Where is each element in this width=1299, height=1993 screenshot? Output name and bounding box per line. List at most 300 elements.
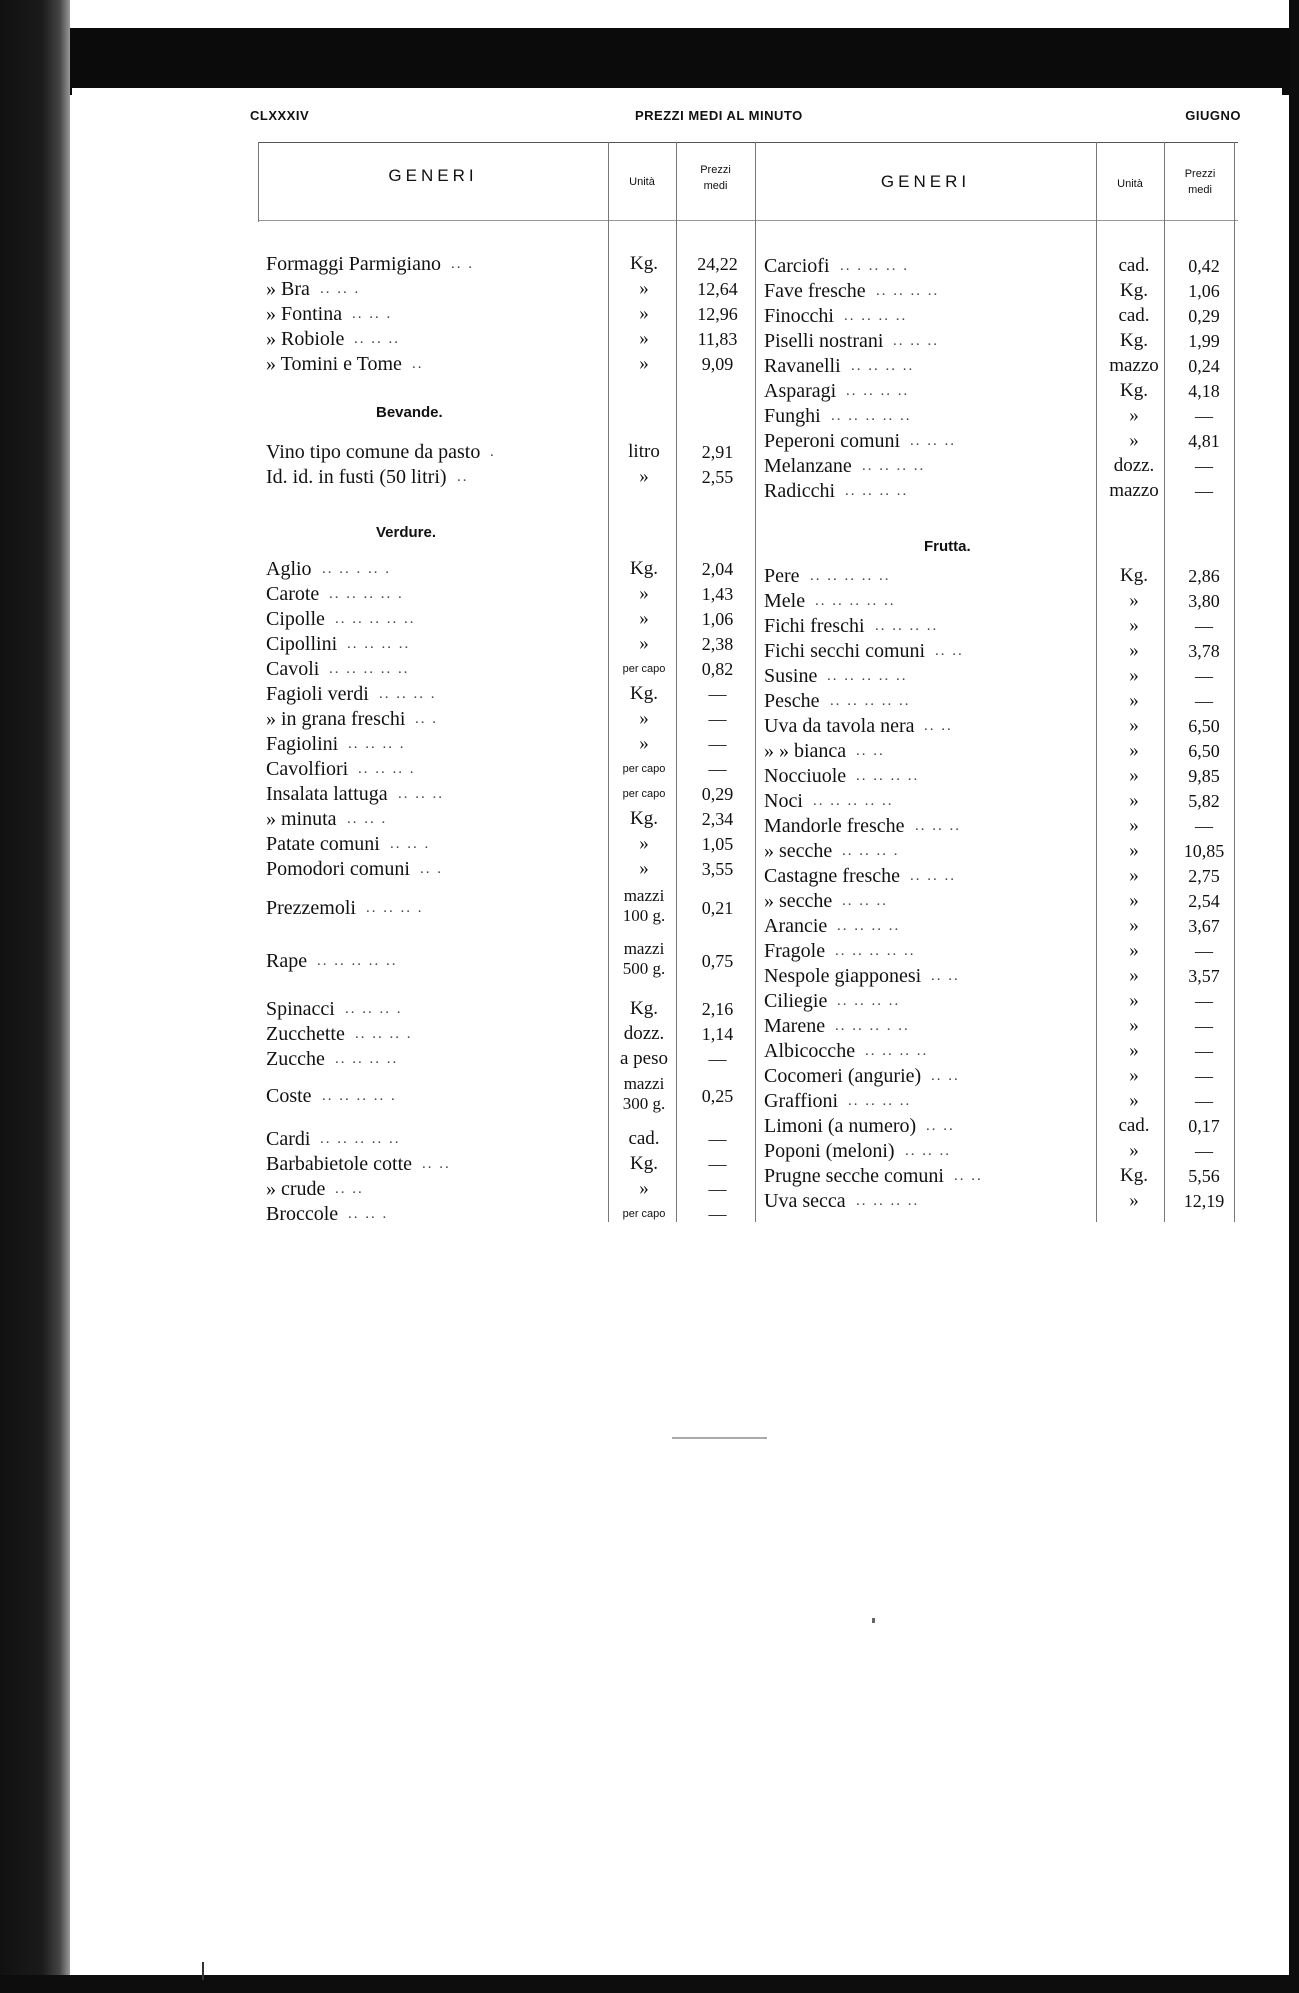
- leader-dots: .. .. .. .. ..: [835, 943, 916, 959]
- scan-border-left: [0, 0, 70, 1993]
- item-name: Uva da tavola nera: [764, 715, 915, 737]
- item-unit: Kg.: [630, 558, 658, 579]
- table-row: [764, 279, 1240, 303]
- prezzi-line2: medi: [703, 180, 728, 192]
- item-unit: »: [1129, 865, 1139, 886]
- leader-dots: .. ..: [856, 743, 885, 759]
- item-unit: »: [639, 833, 649, 854]
- item-name: » in grana freschi: [266, 708, 406, 730]
- item-price: 2,54: [1188, 891, 1220, 911]
- item-price: 1,05: [701, 834, 734, 854]
- leader-dots: .. .. .: [320, 281, 361, 297]
- item-unit: mazzi 300 g.: [622, 1074, 666, 1113]
- item-unit: »: [1129, 915, 1139, 936]
- item-unit: Kg.: [1120, 330, 1148, 351]
- item-price: —: [708, 1204, 727, 1224]
- leader-dots: .. .. ..: [905, 1143, 951, 1159]
- table-row: [764, 304, 1240, 328]
- header-bottom-rule: [258, 220, 1238, 221]
- item-unit: Kg.: [1120, 1165, 1148, 1186]
- leader-dots: .. .. .: [348, 1206, 389, 1222]
- table-row: [764, 739, 1240, 763]
- table-row: [266, 886, 757, 925]
- leader-dots: .. .. .. ..: [845, 483, 909, 499]
- item-name: Fragole: [764, 940, 826, 962]
- item-unit: Kg.: [1120, 280, 1148, 301]
- table-row: [266, 1074, 757, 1113]
- item-unit: »: [639, 466, 649, 487]
- item-name: » secche: [764, 890, 833, 912]
- item-price: —: [708, 1179, 727, 1199]
- table-row: [266, 832, 757, 856]
- item-unit: »: [1129, 890, 1139, 911]
- item-price: 9,85: [1188, 766, 1220, 786]
- leader-dots: .. .. .. ..: [844, 308, 908, 324]
- item-price: 5,56: [1188, 1166, 1220, 1186]
- leader-dots: .. .. .. .: [348, 736, 406, 752]
- table-row: [266, 807, 757, 831]
- item-unit: »: [1129, 990, 1139, 1011]
- item-price: 24,22: [697, 254, 738, 274]
- table-row: [266, 682, 757, 706]
- item-unit: »: [639, 633, 649, 654]
- table-row: [266, 997, 757, 1021]
- item-price: 0,21: [701, 898, 734, 918]
- leader-dots: .. .. .. .. ..: [317, 953, 398, 969]
- item-name: Fagiolini: [266, 733, 339, 755]
- table-row: [764, 664, 1240, 688]
- table-row: [266, 557, 757, 581]
- leader-dots: .. .: [420, 861, 443, 877]
- leader-dots: .. ..: [954, 1168, 983, 1184]
- col-header-prezzi-left: [676, 162, 755, 194]
- leader-dots: .. .. ..: [842, 893, 888, 909]
- item-unit: »: [1129, 590, 1139, 611]
- table-row: [764, 354, 1240, 378]
- item-price: 0,29: [1188, 306, 1220, 326]
- table-row: [764, 614, 1240, 638]
- item-unit: Kg.: [630, 998, 658, 1019]
- table-row: [266, 757, 757, 781]
- table-row: [266, 352, 757, 376]
- item-price: 0,17: [1188, 1116, 1220, 1136]
- leader-dots: .. .. .. .. ..: [320, 1131, 401, 1147]
- item-unit: »: [1129, 665, 1139, 686]
- item-unit: »: [1129, 640, 1139, 661]
- leader-dots: .. .. .. .: [379, 686, 437, 702]
- table-row: [764, 379, 1240, 403]
- table-row: [266, 465, 757, 489]
- item-price: 12,19: [1183, 1191, 1225, 1211]
- table-row: [266, 582, 757, 606]
- table-row: [266, 252, 757, 276]
- table-row: [266, 732, 757, 756]
- leader-dots: .. .. .. ..: [851, 358, 915, 374]
- leader-dots: ..: [457, 469, 469, 485]
- leader-dots: .. .. .. .: [345, 1001, 403, 1017]
- table-row: [764, 479, 1240, 503]
- leader-dots: .. .. .. .. .: [322, 1088, 397, 1104]
- scan-border-right: [1289, 0, 1299, 1993]
- item-name: » Tomini e Tome: [266, 353, 402, 375]
- leader-dots: .. .. ..: [910, 868, 956, 884]
- item-unit: »: [1129, 405, 1139, 426]
- item-unit: Kg.: [1120, 380, 1148, 401]
- item-price: —: [708, 684, 727, 704]
- item-name: Prezzemoli: [266, 897, 356, 919]
- item-name: Limoni (a numero): [764, 1115, 917, 1137]
- item-price: —: [708, 759, 727, 779]
- item-name: Melanzane: [764, 455, 852, 477]
- leader-dots: .. .. .. .. ..: [830, 693, 911, 709]
- leader-dots: ..: [412, 356, 424, 372]
- item-name: Asparagi: [764, 380, 837, 402]
- leader-dots: .. .: [451, 256, 474, 272]
- section-title: Verdure.: [376, 524, 437, 541]
- table-row: [764, 329, 1240, 353]
- item-unit: a peso: [619, 1048, 668, 1069]
- item-name: Cavolfiori: [266, 758, 349, 780]
- item-name: Nespole giapponesi: [764, 965, 922, 987]
- table-row: [266, 939, 757, 978]
- item-unit: »: [1129, 715, 1139, 736]
- item-unit: dozz.: [623, 1023, 665, 1044]
- decorative-rule: [672, 1437, 767, 1439]
- item-unit: »: [1129, 815, 1139, 836]
- item-price: —: [1195, 691, 1213, 711]
- item-price: —: [708, 709, 727, 729]
- scan-border-top-light: [0, 0, 1299, 28]
- item-name: Arancie: [764, 915, 828, 937]
- leader-dots: .. .. .. .: [358, 761, 416, 777]
- item-name: Barbabietole cotte: [266, 1153, 413, 1175]
- leader-dots: .. .. .. ..: [848, 1093, 912, 1109]
- item-name: Pesche: [764, 690, 820, 712]
- item-price: 11,83: [697, 329, 738, 349]
- leader-dots: .. ..: [931, 968, 960, 984]
- leader-dots: .. ..: [422, 1156, 451, 1172]
- item-name: Ciliegie: [764, 990, 828, 1012]
- item-price: —: [1195, 406, 1213, 426]
- item-unit: »: [639, 353, 649, 374]
- leader-dots: .. .. ..: [910, 433, 956, 449]
- table-row: [266, 302, 757, 326]
- item-unit: dozz.: [1113, 455, 1155, 476]
- item-unit: Kg.: [1120, 565, 1148, 586]
- leader-dots: .. .. .. .. ..: [813, 793, 894, 809]
- table-row: [764, 564, 1240, 588]
- table-row: [764, 589, 1240, 613]
- item-name: Rape: [266, 950, 308, 972]
- table-row: [764, 989, 1240, 1013]
- table-row: [266, 1022, 757, 1046]
- item-unit: per capo: [622, 663, 666, 675]
- item-unit: mazzo: [1109, 480, 1159, 501]
- item-name: Cipollini: [266, 633, 338, 655]
- item-name: Ravanelli: [764, 355, 841, 377]
- leader-dots: .. .. .. .: [842, 843, 900, 859]
- item-name: Cardi: [266, 1128, 311, 1150]
- item-name: Zucche: [266, 1048, 325, 1070]
- col-header-prezzi-right: [1164, 166, 1236, 198]
- table-row: [764, 429, 1240, 453]
- item-price: 0,24: [1188, 356, 1220, 376]
- item-unit: »: [639, 328, 649, 349]
- item-name: Patate comuni: [266, 833, 380, 855]
- item-name: Vino tipo comune da pasto: [266, 441, 481, 463]
- item-unit: »: [1129, 740, 1139, 761]
- leader-dots: .. .. .. ..: [846, 383, 910, 399]
- item-name: » Fontina: [266, 303, 343, 325]
- item-price: 5,82: [1188, 791, 1220, 811]
- item-unit: »: [639, 733, 649, 754]
- item-name: Nocciuole: [764, 765, 847, 787]
- item-price: 9,09: [701, 354, 734, 374]
- table-row: [266, 1047, 757, 1071]
- table-row: [764, 1139, 1240, 1163]
- table-row: [266, 1202, 757, 1226]
- item-unit: cad.: [1118, 255, 1150, 276]
- leader-dots: .. .. .. .. ..: [827, 668, 908, 684]
- item-price: 1,06: [1188, 281, 1220, 301]
- table-row: [266, 707, 757, 731]
- item-price: —: [1195, 456, 1213, 476]
- leader-dots: .. ..: [935, 643, 964, 659]
- item-price: 2,38: [701, 634, 734, 654]
- item-name: Pere: [764, 565, 800, 587]
- table-row: [764, 939, 1240, 963]
- item-name: » crude: [266, 1178, 326, 1200]
- leader-dots: .. .. .. ..: [875, 618, 939, 634]
- leader-dots: .. .. .. .. ..: [329, 661, 410, 677]
- table-row: [764, 254, 1240, 278]
- leader-dots: .. .. ..: [398, 786, 444, 802]
- table-row: [764, 1039, 1240, 1063]
- item-price: 12,96: [697, 304, 738, 324]
- table-row: [764, 964, 1240, 988]
- leader-dots: .. ..: [335, 1181, 364, 1197]
- item-unit: »: [1129, 1090, 1139, 1111]
- leader-dots: .. .. .. ..: [865, 1043, 929, 1059]
- item-name: Aglio: [266, 558, 312, 580]
- item-unit: »: [639, 1178, 649, 1199]
- table-row: [764, 1189, 1240, 1213]
- item-price: 4,18: [1188, 381, 1220, 401]
- leader-dots: .. .. .. ..: [856, 1193, 920, 1209]
- item-name: Id. id. in fusti (50 litri): [266, 466, 447, 488]
- col-header-generi-right: GENERI: [880, 172, 971, 191]
- table-row: [764, 1114, 1240, 1138]
- item-name: Fave fresche: [764, 280, 866, 302]
- leader-dots: .: [490, 444, 496, 460]
- item-price: 2,16: [701, 999, 734, 1019]
- leader-dots: .. .. .. ..: [856, 768, 920, 784]
- item-price: 1,14: [701, 1024, 734, 1044]
- table-row: [266, 632, 757, 656]
- table-row: [266, 1127, 757, 1151]
- item-price: —: [1195, 666, 1213, 686]
- item-unit: »: [639, 708, 649, 729]
- item-unit: »: [1129, 765, 1139, 786]
- item-name: Prugne secche comuni: [764, 1165, 944, 1187]
- item-unit: »: [639, 858, 649, 879]
- table-row: [764, 814, 1240, 838]
- item-name: Poponi (meloni): [764, 1140, 895, 1162]
- item-price: 3,67: [1188, 916, 1220, 936]
- table-row: [764, 404, 1240, 428]
- item-unit: Kg.: [630, 808, 658, 829]
- item-unit: cad.: [1118, 305, 1150, 326]
- leader-dots: .. .. .. .. ..: [831, 408, 912, 424]
- scan-speck: [872, 1618, 875, 1623]
- leader-dots: .. .. ..: [893, 333, 939, 349]
- prezzi-line1: Prezzi: [700, 164, 731, 176]
- item-price: 0,82: [701, 659, 734, 679]
- leader-dots: .. ..: [931, 1068, 960, 1084]
- item-name: » » bianca: [764, 740, 847, 762]
- item-price: 6,50: [1188, 716, 1220, 736]
- leader-dots: .. .. . .. .: [322, 561, 391, 577]
- item-name: Zucchette: [266, 1023, 345, 1045]
- item-price: 6,50: [1188, 741, 1220, 761]
- item-unit: »: [1129, 940, 1139, 961]
- page-title: PREZZI MEDI AL MINUTO: [635, 108, 803, 123]
- item-price: 0,25: [701, 1086, 734, 1106]
- item-name: » Robiole: [266, 328, 345, 350]
- item-name: Broccole: [266, 1203, 339, 1225]
- table-row: [764, 1014, 1240, 1038]
- item-unit: »: [1129, 1065, 1139, 1086]
- item-price: —: [1195, 616, 1213, 636]
- leader-dots: .. .. .. .. .: [329, 586, 404, 602]
- item-name: Insalata lattuga: [266, 783, 388, 805]
- item-price: —: [708, 1129, 727, 1149]
- leader-dots: .. .. .: [390, 836, 431, 852]
- item-name: Cipolle: [266, 608, 325, 630]
- table-row: [266, 857, 757, 881]
- leader-dots: .. .. .. ..: [837, 918, 901, 934]
- leader-dots: .. .. .. ..: [862, 458, 926, 474]
- item-unit: »: [639, 583, 649, 604]
- item-price: —: [1195, 1041, 1213, 1061]
- item-unit: Kg.: [630, 1153, 658, 1174]
- item-price: —: [1195, 941, 1213, 961]
- leader-dots: .. .: [415, 711, 438, 727]
- month-label: GIUGNO: [1185, 108, 1241, 123]
- leader-dots: .. .. .. ..: [347, 636, 411, 652]
- item-name: Funghi: [764, 405, 821, 427]
- table-row: [764, 1164, 1240, 1188]
- table-row: [764, 789, 1240, 813]
- section-title: Bevande.: [376, 404, 443, 421]
- item-price: —: [1195, 816, 1213, 836]
- item-name: Cocomeri (angurie): [764, 1065, 922, 1087]
- table-row: [266, 1152, 757, 1176]
- item-price: 2,91: [701, 442, 734, 462]
- item-unit: »: [1129, 430, 1139, 451]
- leader-dots: .. .. .. . ..: [835, 1018, 910, 1034]
- table-row: [764, 889, 1240, 913]
- prezzi-line2: medi: [1188, 184, 1212, 196]
- col-header-unita-left: Unità: [629, 176, 655, 188]
- table-row: [266, 782, 757, 806]
- item-name: Carciofi: [764, 255, 830, 277]
- item-unit: Kg.: [630, 253, 658, 274]
- item-price: 2,75: [1188, 866, 1220, 886]
- section-title: Frutta.: [924, 538, 971, 555]
- item-price: —: [1195, 1066, 1213, 1086]
- table-row: [266, 327, 757, 351]
- item-name: Fichi secchi comuni: [764, 640, 926, 662]
- item-price: —: [1195, 1091, 1213, 1111]
- table-row: [764, 839, 1240, 863]
- table-row: [764, 714, 1240, 738]
- leader-dots: .. .. .. ..: [335, 1051, 399, 1067]
- table-row: [266, 657, 757, 681]
- item-unit: »: [639, 278, 649, 299]
- item-name: Fagioli verdi: [266, 683, 369, 705]
- leader-dots: .. .. .. .. ..: [810, 568, 891, 584]
- item-unit: »: [1129, 1040, 1139, 1061]
- item-name: Noci: [764, 790, 803, 812]
- leader-dots: .. .. .. .: [355, 1026, 413, 1042]
- item-unit: »: [639, 608, 649, 629]
- item-price: 3,80: [1188, 591, 1220, 611]
- item-price: 1,06: [701, 609, 734, 629]
- item-name: » Bra: [266, 278, 310, 300]
- item-unit: mazzi 100 g.: [622, 886, 666, 925]
- table-row: [764, 689, 1240, 713]
- item-unit: per capo: [622, 763, 666, 775]
- item-name: Carote: [266, 583, 320, 605]
- col-header-generi-left: GENERI: [388, 166, 478, 185]
- table-row: [764, 764, 1240, 788]
- item-price: 2,55: [701, 467, 734, 487]
- item-unit: »: [1129, 690, 1139, 711]
- item-name: » minuta: [266, 808, 337, 830]
- item-price: —: [1195, 1141, 1213, 1161]
- item-name: Albicocche: [764, 1040, 856, 1062]
- leader-dots: .. .. .: [352, 306, 393, 322]
- item-unit: mazzo: [1109, 355, 1159, 376]
- table-row: [266, 440, 757, 464]
- scan-border-bottom: [0, 1975, 1299, 1993]
- item-price: 2,34: [701, 809, 734, 829]
- item-price: 12,64: [697, 279, 738, 299]
- item-name: Mele: [764, 590, 806, 612]
- table-row: [266, 607, 757, 631]
- table-row: [764, 454, 1240, 478]
- leader-dots: .. .. .. .. ..: [335, 611, 416, 627]
- table-top-rule: [258, 142, 1238, 143]
- item-name: Finocchi: [764, 305, 834, 327]
- item-unit: »: [1129, 1015, 1139, 1036]
- table-row: [266, 1177, 757, 1201]
- scan-mark: [202, 1962, 204, 1980]
- item-unit: cad.: [628, 1128, 660, 1149]
- item-name: Spinacci: [266, 998, 335, 1020]
- item-price: 0,75: [701, 951, 734, 971]
- item-unit: »: [1129, 1140, 1139, 1161]
- item-name: Peperoni comuni: [764, 430, 901, 452]
- item-unit: cad.: [1118, 1115, 1150, 1136]
- item-price: —: [1195, 991, 1213, 1011]
- item-name: Susine: [764, 665, 818, 687]
- table-row: [764, 1089, 1240, 1113]
- table-row: [764, 864, 1240, 888]
- item-name: Fichi freschi: [764, 615, 865, 637]
- leader-dots: .. .. ..: [354, 331, 400, 347]
